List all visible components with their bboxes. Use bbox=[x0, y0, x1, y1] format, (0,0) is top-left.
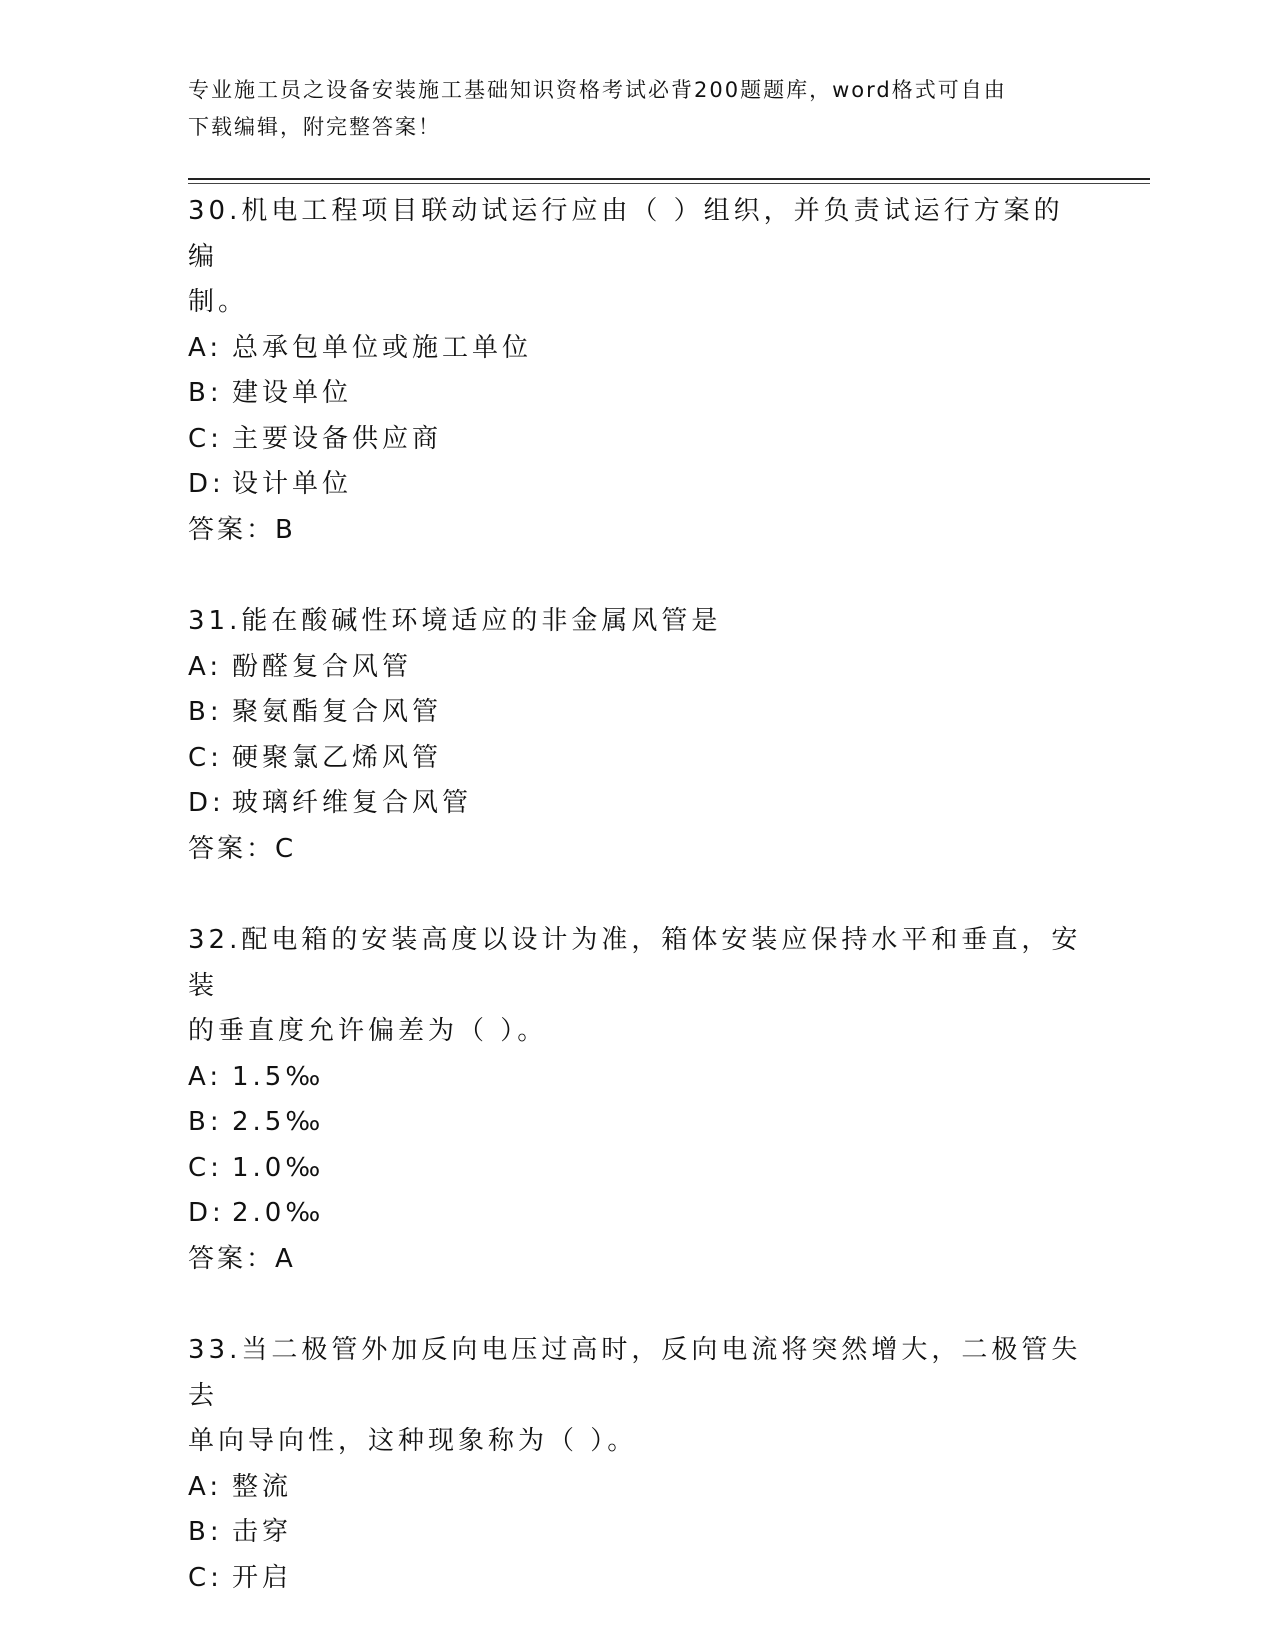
header-line-1: 专业施工员之设备安装施工基础知识资格考试必背200题题库，word格式可自由 bbox=[188, 78, 1007, 102]
question-stem: 30.机电工程项目联动试运行应由（ ）组织，并负责试运行方案的编 bbox=[188, 196, 1064, 272]
option-text: 聚氨酯复合风管 bbox=[232, 697, 443, 727]
option-text: 硬聚氯乙烯风管 bbox=[232, 742, 443, 773]
option-letter: C: bbox=[188, 1562, 223, 1593]
option-text: 建设单位 bbox=[232, 378, 353, 408]
option-text: 总承包单位或施工单位 bbox=[232, 332, 533, 363]
answer-line: 答案：C bbox=[188, 833, 297, 864]
option-letter: D: bbox=[188, 1198, 225, 1228]
question-30 bbox=[188, 189, 1088, 553]
header-line-2: 下载编辑，附完整答案！ bbox=[188, 115, 441, 139]
option-a bbox=[188, 1055, 1088, 1101]
option-letter: A: bbox=[188, 1471, 223, 1502]
option-c bbox=[188, 1556, 1088, 1602]
option-b bbox=[188, 690, 1088, 736]
question-stem: 31.能在酸碱性环境适应的非金属风管是 bbox=[188, 606, 722, 636]
question-32 bbox=[188, 918, 1088, 1282]
question-spacer bbox=[188, 1282, 1088, 1328]
option-a bbox=[188, 1465, 1088, 1511]
question-31 bbox=[188, 599, 1088, 872]
option-c bbox=[188, 417, 1088, 463]
option-letter: B: bbox=[188, 378, 223, 408]
option-text: 整流 bbox=[232, 1471, 293, 1502]
option-letter: B: bbox=[188, 1107, 223, 1137]
option-text: 酚醛复合风管 bbox=[232, 651, 413, 682]
answer-line: 答案：B bbox=[188, 514, 296, 545]
option-b bbox=[188, 1510, 1088, 1556]
option-a bbox=[188, 645, 1088, 691]
option-d bbox=[188, 781, 1088, 827]
option-letter: D: bbox=[188, 788, 225, 818]
document-header bbox=[188, 72, 1068, 146]
question-stem-continued: 单向导向性，这种现象称为（ ）。 bbox=[188, 1426, 638, 1456]
option-c bbox=[188, 1146, 1088, 1192]
question-list bbox=[188, 189, 1088, 1601]
option-letter: D: bbox=[188, 469, 225, 499]
question-spacer bbox=[188, 872, 1088, 918]
option-letter: B: bbox=[188, 1517, 223, 1547]
question-stem: 32.配电箱的安装高度以设计为准，箱体安装应保持水平和垂直，安装 bbox=[188, 925, 1082, 1001]
question-stem: 33.当二极管外加反向电压过高时，反向电流将突然增大，二极管失去 bbox=[188, 1335, 1082, 1411]
question-stem-continued: 的垂直度允许偏差为（ ）。 bbox=[188, 1016, 548, 1046]
option-b bbox=[188, 371, 1088, 417]
option-text: 1.0‰ bbox=[232, 1152, 325, 1183]
option-text: 设计单位 bbox=[232, 469, 353, 499]
option-text: 2.0‰ bbox=[232, 1198, 325, 1228]
option-a bbox=[188, 326, 1088, 372]
option-d bbox=[188, 462, 1088, 508]
option-letter: A: bbox=[188, 332, 223, 363]
answer-line: 答案：A bbox=[188, 1243, 296, 1274]
option-letter: A: bbox=[188, 1061, 223, 1092]
option-c bbox=[188, 736, 1088, 782]
option-b bbox=[188, 1100, 1088, 1146]
option-letter: A: bbox=[188, 651, 223, 682]
option-text: 玻璃纤维复合风管 bbox=[232, 788, 473, 818]
option-text: 2.5‰ bbox=[232, 1107, 325, 1137]
option-letter: B: bbox=[188, 697, 223, 727]
option-letter: C: bbox=[188, 423, 223, 454]
question-stem-continued: 制。 bbox=[188, 287, 249, 317]
question-33 bbox=[188, 1328, 1088, 1601]
header-divider-thin bbox=[188, 183, 1150, 184]
option-letter: C: bbox=[188, 742, 223, 773]
question-spacer bbox=[188, 553, 1088, 599]
option-text: 击穿 bbox=[232, 1517, 293, 1547]
header-divider-thick bbox=[188, 178, 1150, 180]
option-letter: C: bbox=[188, 1152, 223, 1183]
option-text: 1.5‰ bbox=[232, 1061, 325, 1092]
option-d bbox=[188, 1191, 1088, 1237]
option-text: 开启 bbox=[232, 1562, 293, 1593]
option-text: 主要设备供应商 bbox=[232, 423, 443, 454]
